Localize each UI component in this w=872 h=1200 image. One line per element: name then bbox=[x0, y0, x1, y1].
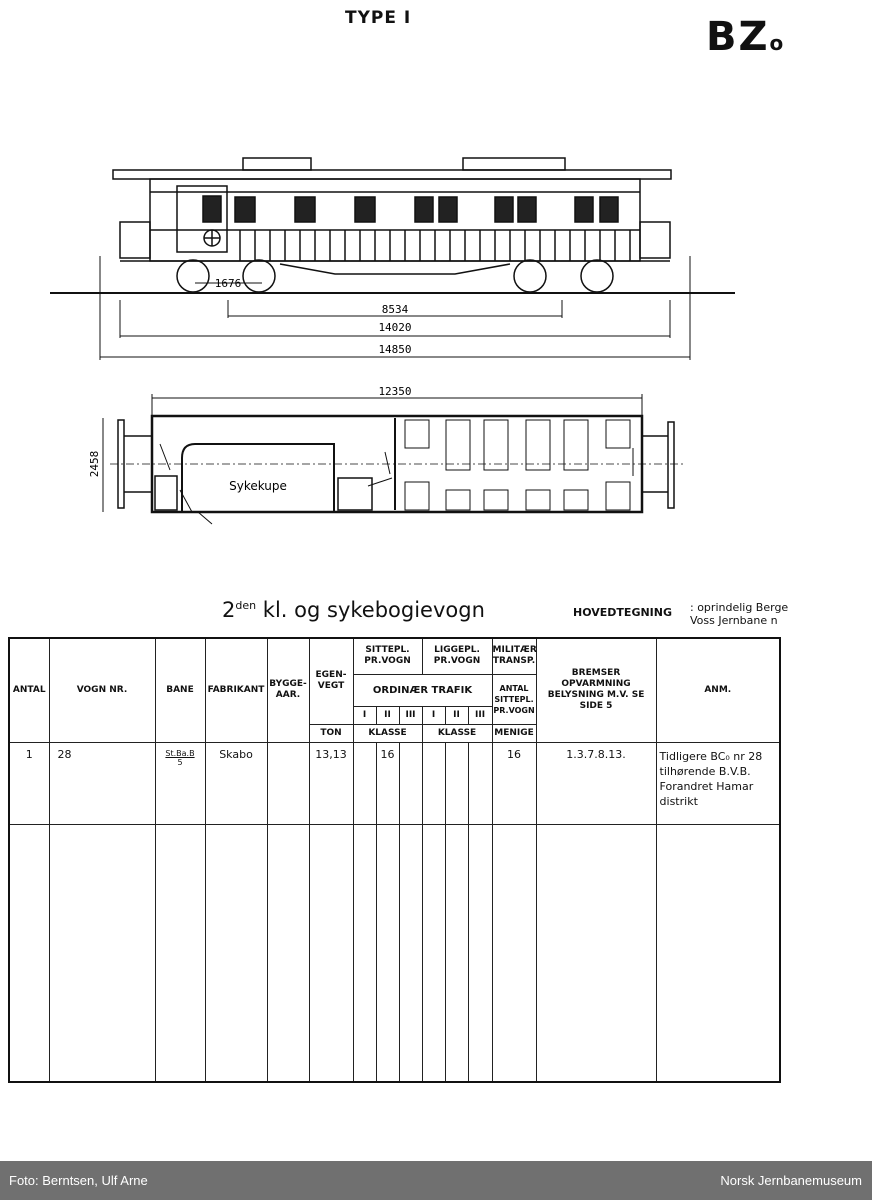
bane-top: St.Ba.B bbox=[165, 748, 195, 758]
header-vogn-nr: VOGN NR. bbox=[49, 638, 155, 742]
header-militaer: MILITÆR TRANSP. bbox=[492, 638, 536, 674]
photo-credit-bar bbox=[0, 1161, 872, 1200]
anm-line-2: tilhørende B.V.B. bbox=[659, 764, 751, 778]
museum-credit: Norsk Jernbanemuseum bbox=[720, 1173, 862, 1188]
cell-sitte-3 bbox=[399, 742, 422, 824]
header-klasse-sitte: KLASSE bbox=[353, 724, 422, 742]
heading-sup: den bbox=[235, 599, 257, 612]
cell-bane bbox=[155, 742, 205, 824]
header-antal: ANTAL bbox=[9, 638, 49, 742]
cell-militaer: 16 bbox=[492, 742, 536, 824]
dim-14020: 14020 bbox=[378, 321, 412, 334]
note-line-1: : oprindelig Berge bbox=[690, 601, 789, 614]
header-bane: BANE bbox=[155, 638, 205, 742]
cell-antal: 1 bbox=[9, 742, 49, 824]
dim-1676: 1676 bbox=[214, 277, 242, 290]
cell-sitte-2: 16 bbox=[376, 742, 399, 824]
header-anm: ANM. bbox=[656, 638, 780, 742]
anm-line-1: Tidligere BC₀ nr 28 bbox=[659, 749, 763, 763]
car-code-sub: o bbox=[769, 31, 786, 55]
header-klasse-3-sitte: III bbox=[399, 706, 422, 724]
cell-egenvegt: 13,13 bbox=[309, 742, 353, 824]
header-antal-sittepl: ANTAL SITTEPL. PR.VOGN bbox=[492, 674, 536, 724]
cell-sitte-1 bbox=[353, 742, 376, 824]
dimension-labels bbox=[88, 277, 412, 493]
table-row bbox=[9, 742, 780, 824]
header-klasse-1-ligge: I bbox=[422, 706, 445, 724]
type-label: TYPE I bbox=[345, 8, 412, 28]
cell-vogn-nr: 28 bbox=[49, 742, 155, 824]
technical-drawing bbox=[0, 0, 872, 590]
dim-14850: 14850 bbox=[378, 343, 412, 356]
header-klasse-2-sitte: II bbox=[376, 706, 399, 724]
car-code-main: BZ bbox=[706, 14, 770, 60]
anm-line-4: distrikt bbox=[659, 794, 698, 808]
bane-bottom: 5 bbox=[177, 757, 183, 767]
table-row bbox=[9, 824, 780, 1082]
hovedtegning-note bbox=[690, 601, 788, 627]
header-klasse-3-ligge: III bbox=[468, 706, 492, 724]
heading-number: 2 bbox=[222, 598, 236, 622]
cell-ligge-3 bbox=[468, 742, 492, 824]
photo-credit: Foto: Berntsen, Ulf Arne bbox=[9, 1173, 148, 1188]
hovedtegning-label: HOVEDTEGNING bbox=[573, 606, 672, 619]
cell-bremser: 1.3.7.8.13. bbox=[536, 742, 656, 824]
header-bygge-aar: BYGGE-AAR. bbox=[267, 638, 309, 742]
dim-12350: 12350 bbox=[378, 385, 412, 398]
header-menige: MENIGE bbox=[492, 724, 536, 742]
side-elevation bbox=[50, 158, 735, 293]
note-line-2: Voss Jernbane n bbox=[690, 614, 778, 627]
header-klasse-1-sitte: I bbox=[353, 706, 376, 724]
header-ton: TON bbox=[309, 724, 353, 742]
dim-8534: 8534 bbox=[381, 303, 409, 316]
plan-view bbox=[110, 416, 685, 524]
cell-anm bbox=[656, 742, 780, 824]
register-table bbox=[8, 637, 781, 1083]
dim-2458: 2458 bbox=[88, 450, 101, 478]
heading-text: kl. og sykebogievogn bbox=[262, 598, 485, 622]
compartment-label: Sykekupe bbox=[229, 479, 287, 493]
header-liggepl: LIGGEPL. PR.VOGN bbox=[422, 638, 492, 674]
header-klasse-ligge: KLASSE bbox=[422, 724, 492, 742]
header-ordinaer-trafik: ORDINÆR TRAFIK bbox=[353, 674, 492, 706]
cell-fabrikant: Skabo bbox=[205, 742, 267, 824]
header-fabrikant: FABRIKANT bbox=[205, 638, 267, 742]
header-egenvegt: EGEN-VEGT bbox=[309, 638, 353, 724]
header-sittepl: SITTEPL. PR.VOGN bbox=[353, 638, 422, 674]
cell-ligge-2 bbox=[445, 742, 468, 824]
anm-line-3: Forandret Hamar bbox=[659, 779, 754, 793]
header-klasse-2-ligge: II bbox=[445, 706, 468, 724]
document-heading bbox=[222, 598, 485, 622]
cell-ligge-1 bbox=[422, 742, 445, 824]
header-bremser: BREMSER OPVARMNING BELYSNING M.V. SE SIDE 5 bbox=[536, 638, 656, 742]
cell-bygge-aar bbox=[267, 742, 309, 824]
